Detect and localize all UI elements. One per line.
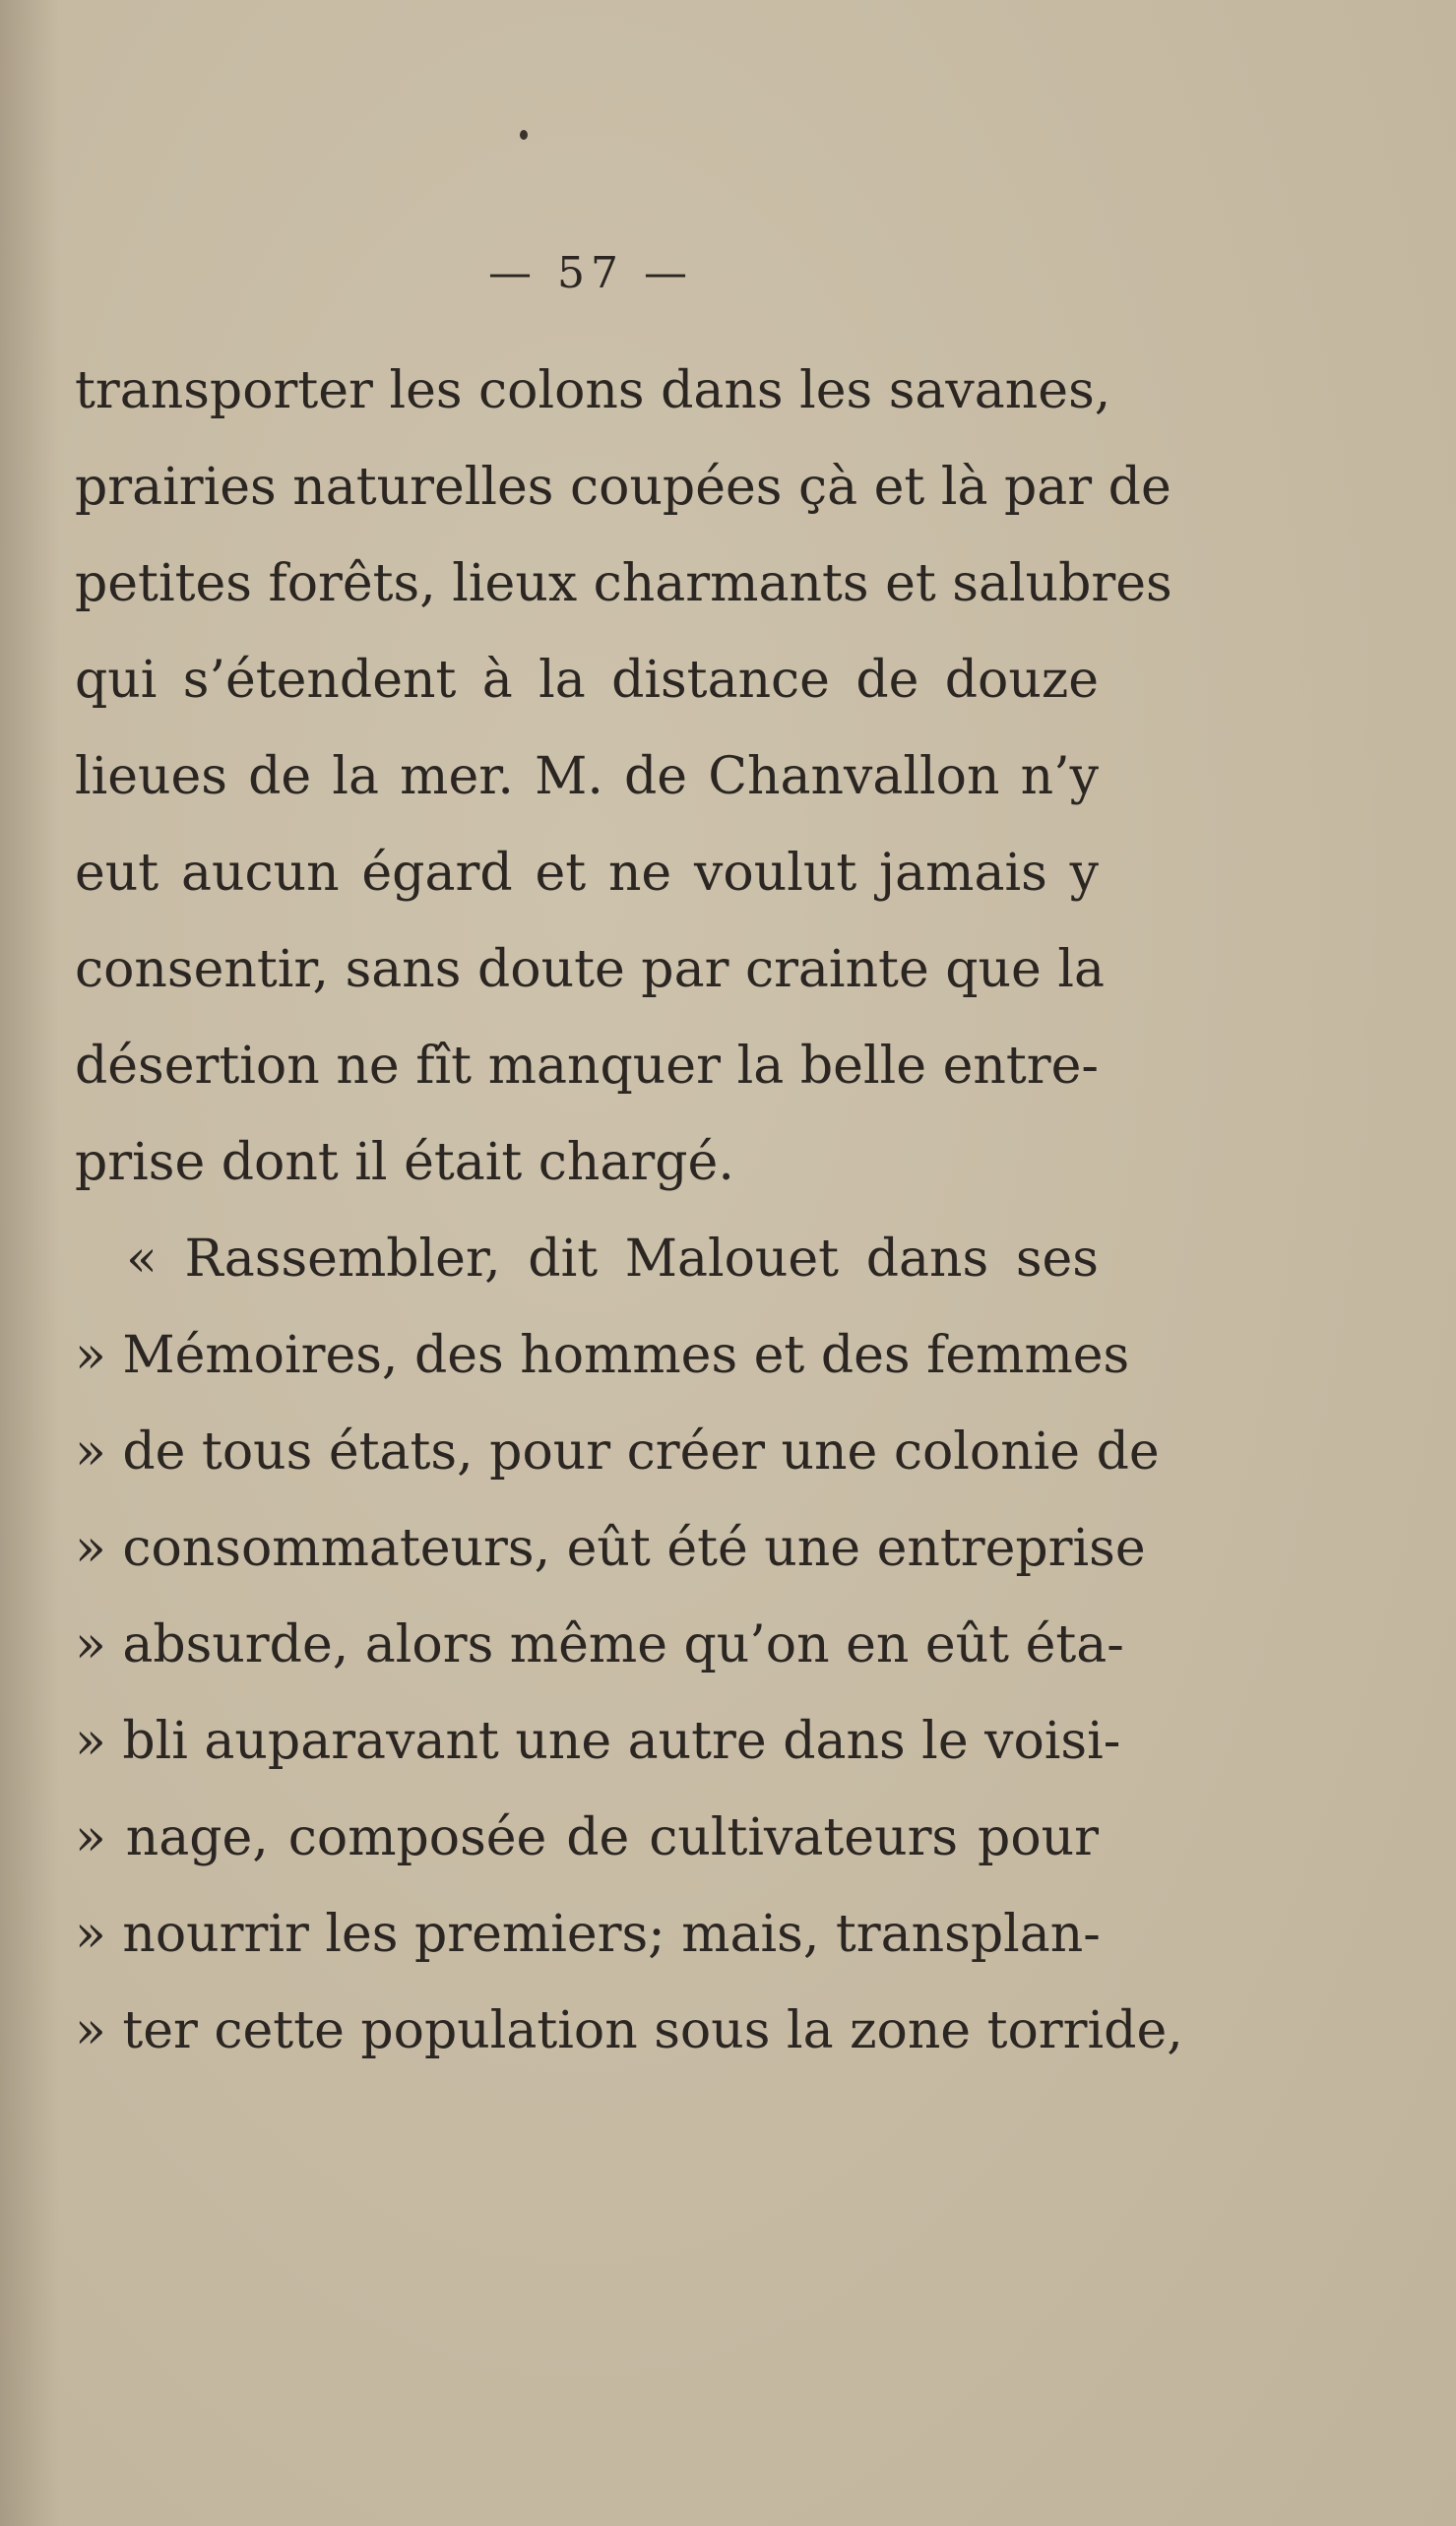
text-line: eut aucun égard et ne voulut jamais y <box>75 844 1099 903</box>
text-line: » absurde, alors même qu’on en eût éta- <box>75 1615 1124 1674</box>
text-line: » nourrir les premiers; mais, transplan- <box>75 1905 1101 1964</box>
text-line: » bli auparavant une autre dans le voisi- <box>75 1712 1121 1771</box>
text-line: qui s’étendent à la distance de douze <box>75 651 1099 710</box>
text-line: » de tous états, pour créer une colonie de <box>75 1422 1160 1482</box>
page-number: — 57 — <box>488 248 693 298</box>
text-line: » ter cette population sous la zone torride, <box>75 2001 1183 2060</box>
text-line: prise dont il était chargé. <box>75 1133 734 1192</box>
ink-speck <box>520 130 528 140</box>
text-line: lieues de la mer. M. de Chanvallon n’y <box>75 747 1099 806</box>
text-line: transporter les colons dans les savanes, <box>75 361 1111 420</box>
text-line: « Rassembler, dit Malouet dans ses <box>126 1230 1099 1289</box>
text-line: » consommateurs, eût été une entreprise <box>75 1519 1146 1578</box>
text-line: prairies naturelles coupées çà et là par de <box>75 458 1171 517</box>
body-text <box>75 343 1183 2079</box>
text-line: petites forêts, lieux charmants et salubres <box>75 554 1172 613</box>
text-line: désertion ne fît manquer la belle entre- <box>75 1037 1099 1096</box>
text-line: » Mémoires, des hommes et des femmes <box>75 1326 1130 1385</box>
page-edge-shadow <box>0 0 59 2526</box>
text-line: » nage, composée de cultivateurs pour <box>75 1808 1099 1867</box>
text-line: consentir, sans doute par crainte que la <box>75 940 1105 999</box>
